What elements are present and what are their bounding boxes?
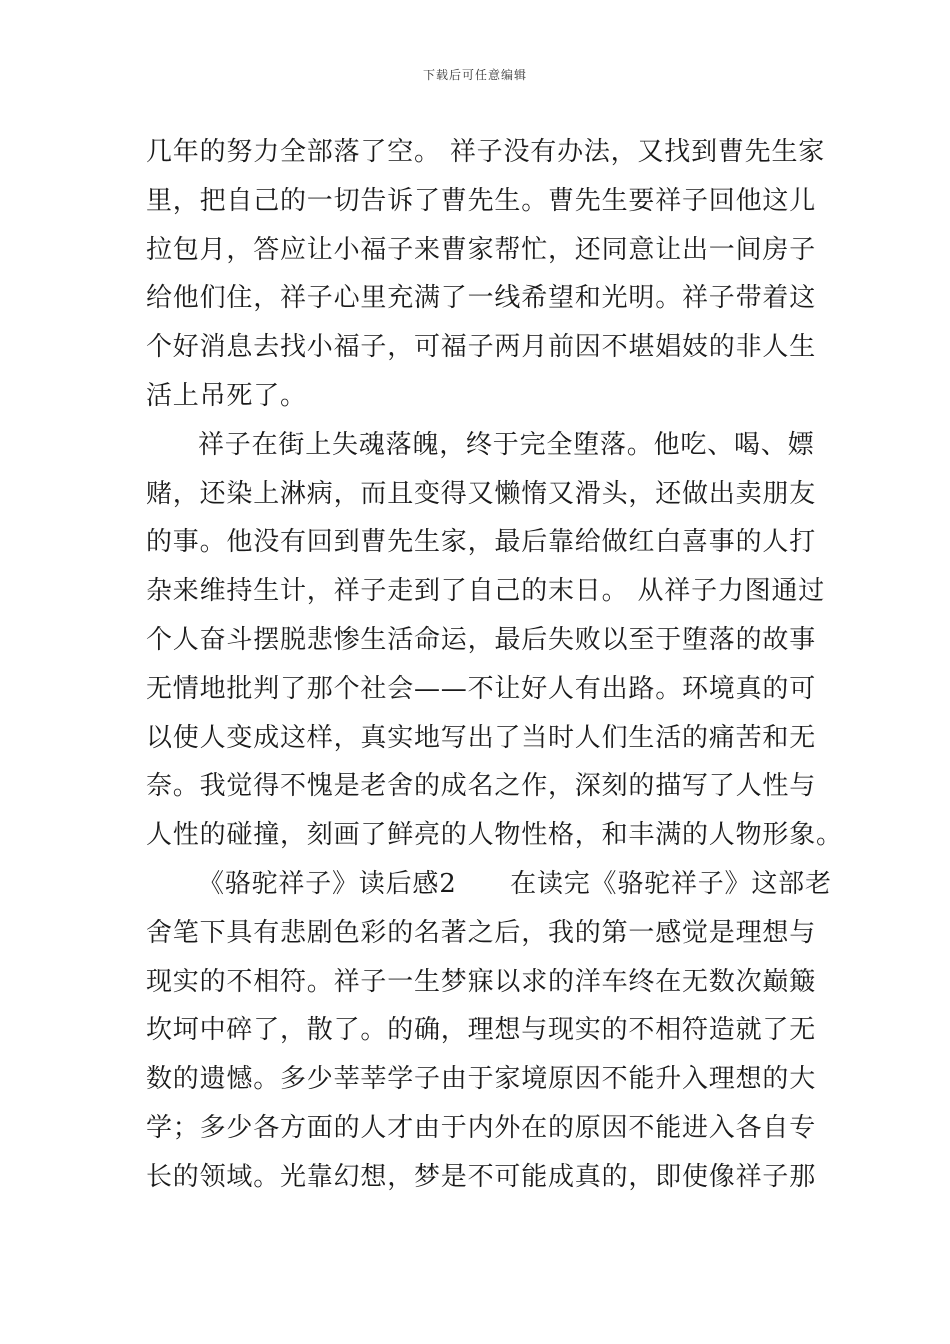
page-header: 下载后可任意编辑: [422, 68, 527, 82]
text-line: 坎坷中碎了，散了。的确，理想与现实的不相符造就了无: [146, 1015, 817, 1046]
text-line: 活上吊死了。: [146, 380, 307, 411]
text-line: 个好消息去找小福子，可福子两月前因不堪娼妓的非人生: [146, 332, 817, 363]
text-line: 数的遗憾。多少莘莘学子由于家境原因不能升入理想的大: [146, 1064, 817, 1095]
text-line: 赌，还染上淋病，而且变得又懒惰又滑头，还做出卖朋友: [146, 478, 817, 509]
text-line: 舍笔下具有悲剧色彩的名著之后，我的第一感觉是理想与: [146, 917, 817, 948]
text-line: 几年的努力全部落了空。 祥子没有办法，又找到曹先生家: [146, 137, 826, 167]
text-line: 杂来维持生计，祥子走到了自己的末日。 从祥子力图通过: [146, 576, 826, 607]
text-line: 拉包月，答应让小福子来曹家帮忙，还同意让出一间房子: [146, 234, 817, 265]
text-line: 给他们住，祥子心里充满了一线希望和光明。祥子带着这: [146, 283, 817, 314]
text-line: 以使人变成这样，真实地写出了当时人们生活的痛苦和无: [146, 722, 817, 753]
text-line: 学；多少各方面的人才由于内外在的原因不能进入各自专: [146, 1112, 817, 1143]
text-line: 现实的不相符。祥子一生梦寐以求的洋车终在无数次巅簸: [146, 966, 817, 997]
text-line: 里，把自己的一切告诉了曹先生。曹先生要祥子回他这儿: [146, 185, 817, 216]
text-line: 的事。他没有回到曹先生家，最后靠给做红白喜事的人打: [146, 527, 817, 558]
document-body: [146, 128, 843, 1202]
text-line: 《骆驼祥子》读后感2 在读完《骆驼祥子》这部老: [198, 868, 832, 899]
text-line: 人性的碰撞，刻画了鲜亮的人物性格，和丰满的人物形象。: [146, 820, 843, 851]
text-line: 个人奋斗摆脱悲惨生活命运，最后失败以至于堕落的故事: [146, 624, 817, 655]
text-line: 无情地批判了那个社会——不让好人有出路。环境真的可: [146, 673, 817, 704]
text-line: 长的领域。光靠幻想，梦是不可能成真的，即使像祥子那: [146, 1161, 817, 1192]
text-line: 祥子在街上失魂落魄，终于完全堕落。他吃、喝、嫖: [198, 429, 815, 460]
text-line: 奈。我觉得不愧是老舍的成名之作，深刻的描写了人性与: [146, 771, 817, 802]
